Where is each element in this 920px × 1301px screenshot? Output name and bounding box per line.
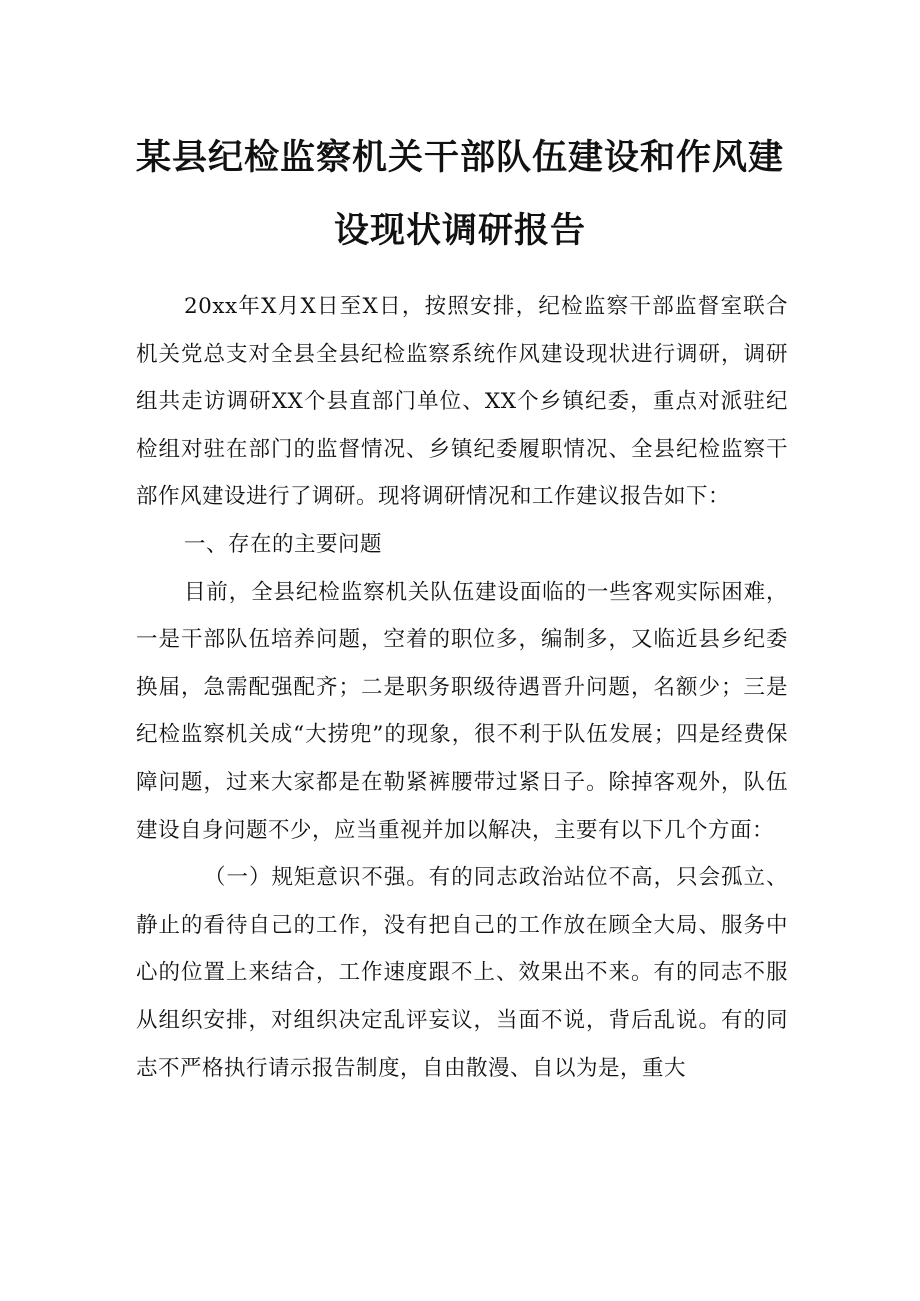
paragraph-rules-awareness: （一）规矩意识不强。有的同志政治站位不高，只会孤立、静止的看待自己的工作，没有把自己的工作放在顾全大局、服务中心的位置上来结合，工作速度跟不上、效果出不来。有的同志不服从组织安排，对组织决定乱评妄议，当面不说，背后乱说。有的同志不严格执行请示报告制度，自由散漫、自以为是，重大	[136, 865, 788, 1081]
document-title-line-2: 设现状调研报告	[333, 211, 586, 251]
document-body	[136, 283, 788, 1092]
document-title-line-1: 某县纪检监察机关干部队伍建设和作风建	[136, 138, 785, 178]
paragraph-intro: 20xx年X月X日至X日，按照安排，纪检监察干部监督室联合机关党总支对全县全县纪检监察系统作风建设现状进行调研，调研组共走访调研XX个县直部门单位、XX个乡镇纪委，重点对派驻纪检组对驻在部门的监督情况、乡镇纪委履职情况、全县纪检监察干部作风建设进行了调研。现将调研情况和工作建议报告如下：	[136, 294, 788, 510]
paragraph-difficulties: 目前，全县纪检监察机关队伍建设面临的一些客观实际困难，一是干部队伍培养问题，空着的职位多，编制多，又临近县乡纪委换届，急需配强配齐；二是职务职级待遇晋升问题，名额少；三是纪检监察机关成“大捞兜”的现象，很不利于队伍发展；四是经费保障问题，过来大家都是在勒紧裤腰带过紧日子。除掉客观外，队伍建设自身问题不少，应当重视并加以解决，主要有以下几个方面：	[136, 579, 788, 843]
section-heading-main-problems: 一、存在的主要问题	[184, 531, 383, 557]
